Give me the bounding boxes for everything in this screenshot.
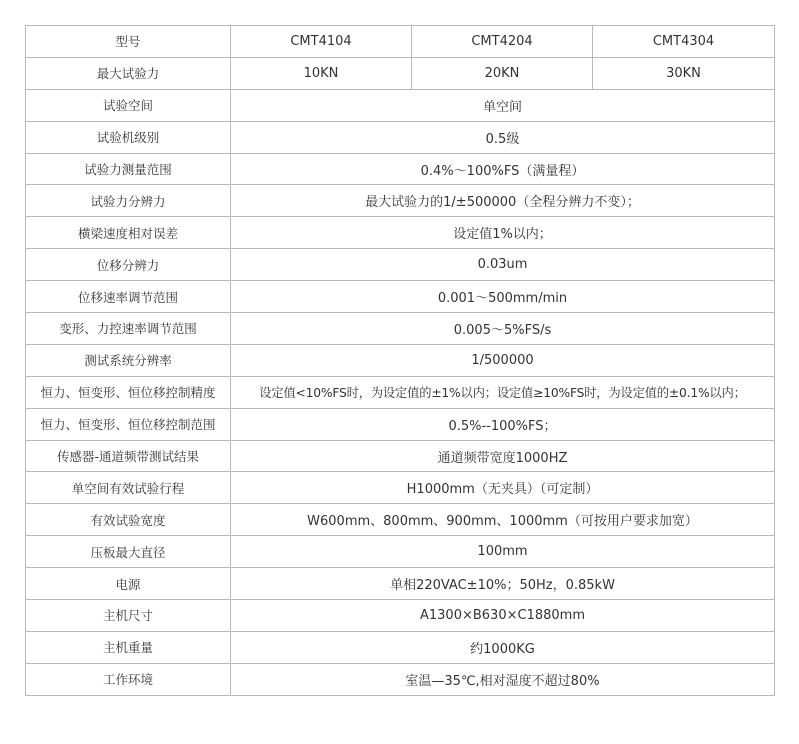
spec-value-cell: 设定值1%以内； bbox=[231, 217, 775, 249]
table-row-model bbox=[26, 26, 775, 58]
spec-label-cell: 主机重量 bbox=[26, 631, 231, 663]
max-force-cmt4104-cell: 10KN bbox=[231, 57, 412, 89]
spec-value-cell: 约1000KG bbox=[231, 631, 775, 663]
table-row bbox=[26, 185, 775, 217]
spec-label-cell: 压板最大直径 bbox=[26, 536, 231, 568]
spec-value-cell: 0.5%--100%FS； bbox=[231, 408, 775, 440]
max-force-cmt4304-cell: 30KN bbox=[593, 57, 775, 89]
spec-label-cell: 恒力、恒变形、恒位移控制精度 bbox=[26, 376, 231, 408]
spec-value-cell: 单空间 bbox=[231, 89, 775, 121]
spec-label-cell: 试验机级别 bbox=[26, 121, 231, 153]
table-row bbox=[26, 504, 775, 536]
table-row bbox=[26, 89, 775, 121]
spec-value-cell: 0.001～500mm/min bbox=[231, 281, 775, 313]
spec-value-cell: 室温—35℃,相对湿度不超过80% bbox=[231, 663, 775, 695]
spec-label-cell: 试验力分辨力 bbox=[26, 185, 231, 217]
model-cmt4304-cell: CMT4304 bbox=[593, 26, 775, 58]
spec-label-cell: 恒力、恒变形、恒位移控制范围 bbox=[26, 408, 231, 440]
spec-value-cell: 设定值<10%FS时，为设定值的±1%以内；设定值≥10%FS时，为设定值的±0.1%以内； bbox=[231, 376, 775, 408]
table-row bbox=[26, 408, 775, 440]
model-cmt4204-cell: CMT4204 bbox=[412, 26, 593, 58]
spec-value-cell: 最大试验力的1/±500000（全程分辨力不变）； bbox=[231, 185, 775, 217]
table-row bbox=[26, 663, 775, 695]
spec-label-cell: 试验空间 bbox=[26, 89, 231, 121]
table-row bbox=[26, 344, 775, 376]
spec-label-cell: 测试系统分辨率 bbox=[26, 344, 231, 376]
spec-value-cell: H1000mm（无夹具）（可定制） bbox=[231, 472, 775, 504]
spec-label-cell: 电源 bbox=[26, 568, 231, 600]
spec-value-cell: 0.4%～100%FS（满量程） bbox=[231, 153, 775, 185]
spec-label-cell: 横梁速度相对误差 bbox=[26, 217, 231, 249]
table-row bbox=[26, 440, 775, 472]
table-row-max-force bbox=[26, 57, 775, 89]
spec-label-cell: 有效试验宽度 bbox=[26, 504, 231, 536]
table-row bbox=[26, 536, 775, 568]
table-row bbox=[26, 153, 775, 185]
table-row bbox=[26, 281, 775, 313]
table-row bbox=[26, 313, 775, 345]
spec-label-cell: 主机尺寸 bbox=[26, 600, 231, 632]
spec-value-cell: 0.005～5%FS/s bbox=[231, 313, 775, 345]
table-row bbox=[26, 121, 775, 153]
spec-value-cell: 单相220VAC±10%；50Hz，0.85kW bbox=[231, 568, 775, 600]
spec-value-cell: 0.03um bbox=[231, 249, 775, 281]
spec-label-cell: 工作环境 bbox=[26, 663, 231, 695]
table-row bbox=[26, 249, 775, 281]
spec-label-cell: 单空间有效试验行程 bbox=[26, 472, 231, 504]
spec-table bbox=[25, 25, 775, 696]
table-row bbox=[26, 472, 775, 504]
max-force-label-cell: 最大试验力 bbox=[26, 57, 231, 89]
spec-label-cell: 传感器-通道频带测试结果 bbox=[26, 440, 231, 472]
table-row bbox=[26, 568, 775, 600]
spec-label-cell: 位移速率调节范围 bbox=[26, 281, 231, 313]
model-label-cell: 型号 bbox=[26, 26, 231, 58]
table-row bbox=[26, 376, 775, 408]
spec-label-cell: 试验力测量范围 bbox=[26, 153, 231, 185]
spec-value-cell: W600mm、800mm、900mm、1000mm（可按用户要求加宽） bbox=[231, 504, 775, 536]
spec-value-cell: 1/500000 bbox=[231, 344, 775, 376]
spec-label-cell: 位移分辨力 bbox=[26, 249, 231, 281]
table-row bbox=[26, 217, 775, 249]
spec-value-cell: 0.5级 bbox=[231, 121, 775, 153]
spec-value-cell: A1300×B630×C1880mm bbox=[231, 600, 775, 632]
spec-value-cell: 100mm bbox=[231, 536, 775, 568]
model-cmt4104-cell: CMT4104 bbox=[231, 26, 412, 58]
table-row bbox=[26, 631, 775, 663]
table-row bbox=[26, 600, 775, 632]
max-force-cmt4204-cell: 20KN bbox=[412, 57, 593, 89]
spec-label-cell: 变形、力控速率调节范围 bbox=[26, 313, 231, 345]
spec-value-cell: 通道频带宽度1000HZ bbox=[231, 440, 775, 472]
